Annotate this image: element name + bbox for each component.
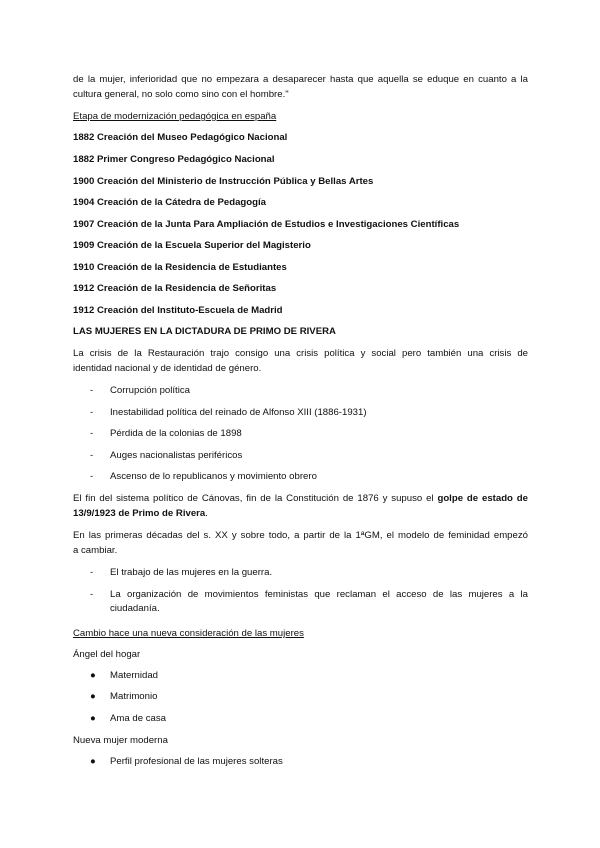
list-item-text: La organización de movimientos feministas que reclaman el acceso de las mujeres a la ciudadanía. — [110, 589, 528, 614]
golpe-paragraph-line-2 — [73, 507, 208, 521]
timeline-item: 1912 Creación de la Residencia de Señoritas — [73, 283, 277, 294]
list-item — [90, 712, 166, 726]
timeline-item: 1900 Creación del Ministerio de Instrucción Pública y Bellas Artes — [73, 176, 374, 187]
list-item — [90, 470, 317, 484]
dash-marker: - — [90, 385, 94, 396]
crisis-paragraph-line-1: La crisis de la Restauración trajo consigo una crisis política y social pero también una crisis de — [73, 348, 528, 359]
feminidad-paragraph-line-2: a cambiar. — [73, 545, 118, 556]
list-item-text: Inestabilidad política del reinado de Alfonso XIII (1886-1931) — [110, 407, 367, 418]
dash-marker: - — [90, 471, 94, 482]
timeline-item: 1912 Creación del Instituto-Escuela de Madrid — [73, 305, 283, 316]
section-heading-cambio: Cambio hace una nueva consideración de las mujeres — [73, 628, 304, 639]
list-item-text: Maternidad — [110, 670, 158, 681]
golpe-period: . — [205, 508, 208, 519]
feminidad-paragraph-line-1: En las primeras décadas del s. XX y sobre todo, a partir de la 1ªGM, el modelo de feminidad empezó — [73, 530, 528, 541]
dash-marker: - — [90, 589, 94, 600]
angel-label: Ángel del hogar — [73, 649, 141, 660]
golpe-paragraph-line-1 — [73, 492, 528, 506]
bullet-marker: ● — [90, 670, 96, 681]
intro-line-1: de la mujer, inferioridad que no empezara a desaparecer hasta que aquella se eduque en cuanto a la — [73, 74, 528, 85]
list-item-text: Ascenso de lo republicanos y movimiento obrero — [110, 471, 317, 482]
list-item — [90, 566, 272, 580]
list-item — [90, 755, 283, 769]
list-item — [90, 427, 242, 441]
timeline-item: 1910 Creación de la Residencia de Estudiantes — [73, 262, 287, 273]
section-heading-dictadura: LAS MUJERES EN LA DICTADURA DE PRIMO DE RIVERA — [73, 326, 336, 337]
list-item — [90, 406, 367, 420]
list-item-text: Auges nacionalistas periféricos — [110, 450, 243, 461]
golpe-bold-text: golpe de estado de — [437, 493, 528, 504]
timeline-item: 1907 Creación de la Junta Para Ampliación de Estudios e Investigaciones Científicas — [73, 219, 460, 230]
list-item — [90, 449, 242, 463]
nueva-mujer-label: Nueva mujer moderna — [73, 735, 168, 746]
list-item-text: El trabajo de las mujeres en la guerra. — [110, 567, 273, 578]
timeline-item: 1904 Creación de la Cátedra de Pedagogía — [73, 197, 267, 208]
list-item-text: Perfil profesional de las mujeres solteras — [110, 756, 283, 767]
golpe-text: El fin del sistema político de Cánovas, fin de la Constitución de 1876 y supuso el — [73, 493, 438, 504]
list-item-text: Corrupción política — [110, 385, 190, 396]
timeline-item: 1882 Primer Congreso Pedagógico Nacional — [73, 154, 275, 165]
list-item — [90, 690, 157, 704]
bullet-marker: ● — [90, 756, 96, 767]
crisis-paragraph-line-2: identidad nacional y de identidad de género. — [73, 363, 262, 374]
dash-marker: - — [90, 567, 94, 578]
timeline-item: 1909 Creación de la Escuela Superior del Magisterio — [73, 240, 311, 251]
dash-marker: - — [90, 428, 94, 439]
list-item-text: Ama de casa — [110, 713, 166, 724]
bullet-marker: ● — [90, 713, 96, 724]
intro-line-2: cultura general, no solo como sino con el hombre." — [73, 89, 289, 100]
list-item — [90, 588, 528, 616]
golpe-date-text: 13/9/1923 de Primo de Rivera — [73, 508, 206, 519]
timeline-item: 1882 Creación del Museo Pedagógico Nacional — [73, 132, 288, 143]
bullet-marker: ● — [90, 691, 96, 702]
section-heading-modernizacion: Etapa de modernización pedagógica en españa — [73, 111, 277, 122]
list-item-text: Matrimonio — [110, 691, 158, 702]
dash-marker: - — [90, 450, 94, 461]
list-item — [90, 669, 158, 683]
list-item-text: Pérdida de la colonias de 1898 — [110, 428, 242, 439]
dash-marker: - — [90, 407, 94, 418]
list-item — [90, 384, 190, 398]
